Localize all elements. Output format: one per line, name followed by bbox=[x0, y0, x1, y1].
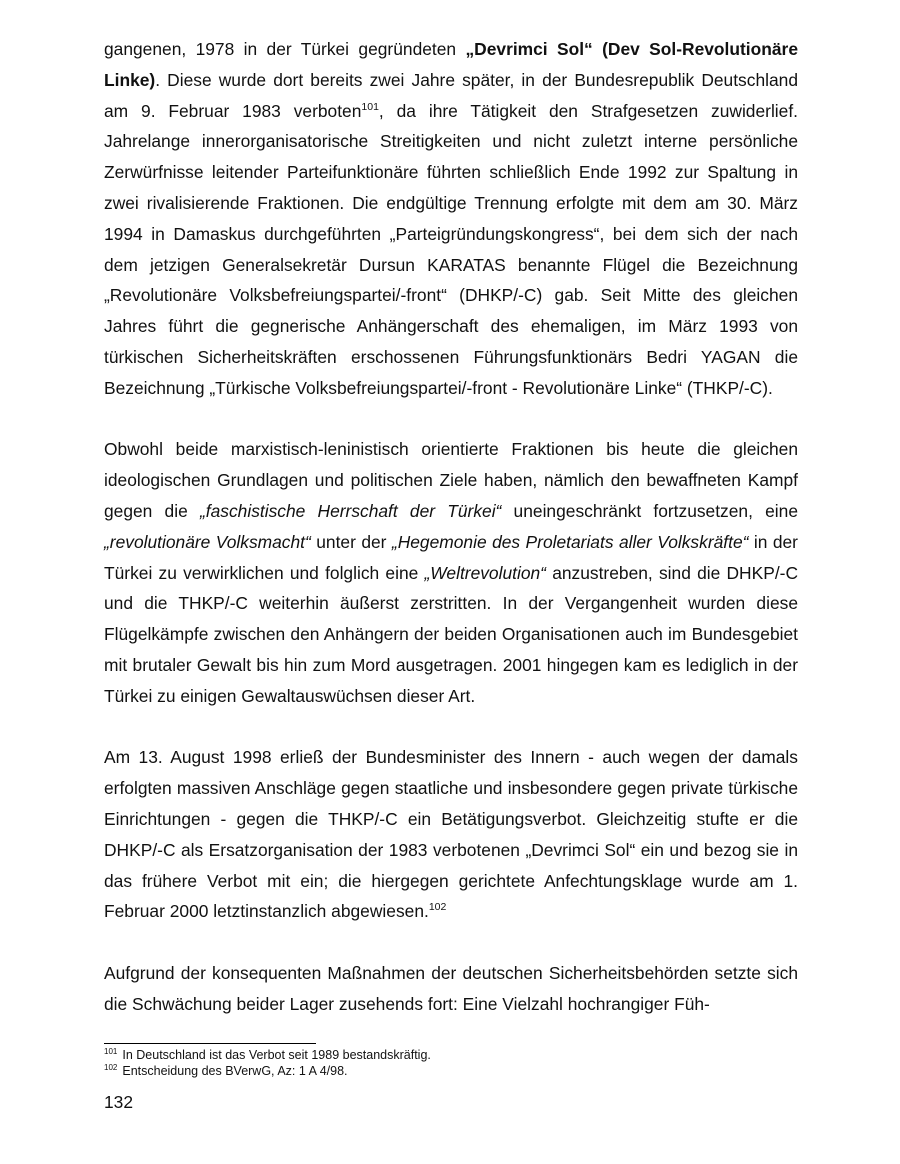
text-run: anzustreben, sind die DHKP/-C und die THKP/-C weiterhin äußerst zerstritten. In der Vergangenheit wurden diese Flügelkämpfe zwischen den Anhängern der beiden Organisationen auch im Bundesgebiet mit brutaler Gewalt bis hin zum Mord ausgetragen. 2001 hingegen kam es lediglich in der Türkei zu einigen Gewaltauswüchsen dieser Art. bbox=[104, 562, 798, 706]
text-run: , da ihre Tätigkeit den Strafgesetzen zuwiderlief. Jahrelange innerorganisatorische Streitigkeiten und nicht zuletzt interne persönliche Zerwürfnisse leitender Parteifunktionäre führten schließlich Ende 1992 zur Spaltung in zwei rivalisierende Fraktionen. Die endgültige Trennung erfolgte mit dem am 30. März 1994 in Damaskus durchgeführten „Parteigründungskongress“, bei dem sich der nach dem jetzigen Generalsekretär Dursun KARATAS benannte Flügel die Bezeichnung „Revolutionäre Volksbefreiungspartei/-front“ (DHKP/-C) gab. Seit Mitte des gleichen Jahres führt die gegnerische Anhängerschaft des ehemaligen, im März 1993 von türkischen Sicherheitskräften erschossenen Führungsfunktionärs Bedri YAGAN die Bezeichnung „Türkische Volksbefreiungspartei/-front - Revolutionäre Linke“ (THKP/-C). bbox=[104, 100, 799, 398]
paragraph-4 bbox=[104, 958, 798, 1020]
quote-italic: „Weltrevolution“ bbox=[424, 562, 546, 583]
text-run: Aufgrund der konsequenten Maßnahmen der deutschen Sicherheitsbehörden setzte sich die Schwächung beider Lager zusehends fort: Eine Vielzahl hochrangiger Füh- bbox=[104, 962, 798, 1014]
paragraph-1 bbox=[104, 34, 798, 404]
text-run: uneingeschränkt fortzusetzen, eine bbox=[501, 500, 799, 521]
organization-name: „Devrimci Sol“ (Dev Sol-Revolutionäre Linke) bbox=[104, 39, 798, 90]
text-run: Am 13. August 1998 erließ der Bundesminister des Innern - auch wegen der damals erfolgten massiven Anschläge gegen staatliche und insbesondere gegen private türkische Einrichtungen - gegen die THKP/-C ein Betätigungsverbot. Gleichzeitig stufte er die DHKP/-C als Ersatzorganisation der 1983 verbotenen „Devrimci Sol“ ein und bezog sie in das frühere Verbot mit ein; die hiergegen gerichtete Anfechtungsklage wurde am 1. Februar 2000 letztinstanzlich abgewiesen. bbox=[104, 747, 798, 922]
quote-italic: „Hegemonie des Proletariats aller Volkskräfte“ bbox=[391, 531, 749, 552]
footnote-text: In Deutschland ist das Verbot seit 1989 bestandskräftig. bbox=[122, 1048, 431, 1062]
footnotes bbox=[104, 1043, 798, 1079]
footnote-number: 102 bbox=[104, 1062, 118, 1072]
document-body bbox=[104, 34, 798, 1020]
footnote-text: Entscheidung des BVerwG, Az: 1 A 4/98. bbox=[122, 1063, 348, 1078]
footnote-number: 101 bbox=[104, 1047, 118, 1056]
paragraph-3 bbox=[104, 742, 798, 927]
paragraph-2 bbox=[104, 434, 798, 711]
text-run: Obwohl beide marxistisch-leninistisch orientierte Fraktionen bis heute die gleichen ideologischen Grundlagen und politischen Ziele haben, nämlich den bewaffneten Kampf gegen die bbox=[104, 439, 798, 521]
text-run: . Diese wurde dort bereits zwei Jahre später, in der Bundesrepublik Deutschland am 9. Februar 1983 verboten bbox=[104, 69, 798, 121]
footnote-reference-102[interactable]: 102 bbox=[428, 901, 447, 914]
footnote-reference-101[interactable]: 101 bbox=[361, 100, 379, 113]
footnote-divider bbox=[104, 1043, 316, 1044]
text-run: gangenen, 1978 in der Türkei gegründeten bbox=[104, 39, 466, 59]
quote-italic: „revolutionäre Volksmacht“ bbox=[104, 531, 311, 552]
footnote-102 bbox=[104, 1064, 798, 1080]
footnote-101 bbox=[104, 1048, 798, 1064]
quote-italic: „faschistische Herrschaft der Türkei“ bbox=[199, 500, 502, 521]
page-number: 132 bbox=[104, 1092, 134, 1112]
text-run: in der Türkei zu verwirklichen und folglich eine bbox=[104, 531, 798, 583]
text-run: unter der bbox=[310, 531, 392, 552]
